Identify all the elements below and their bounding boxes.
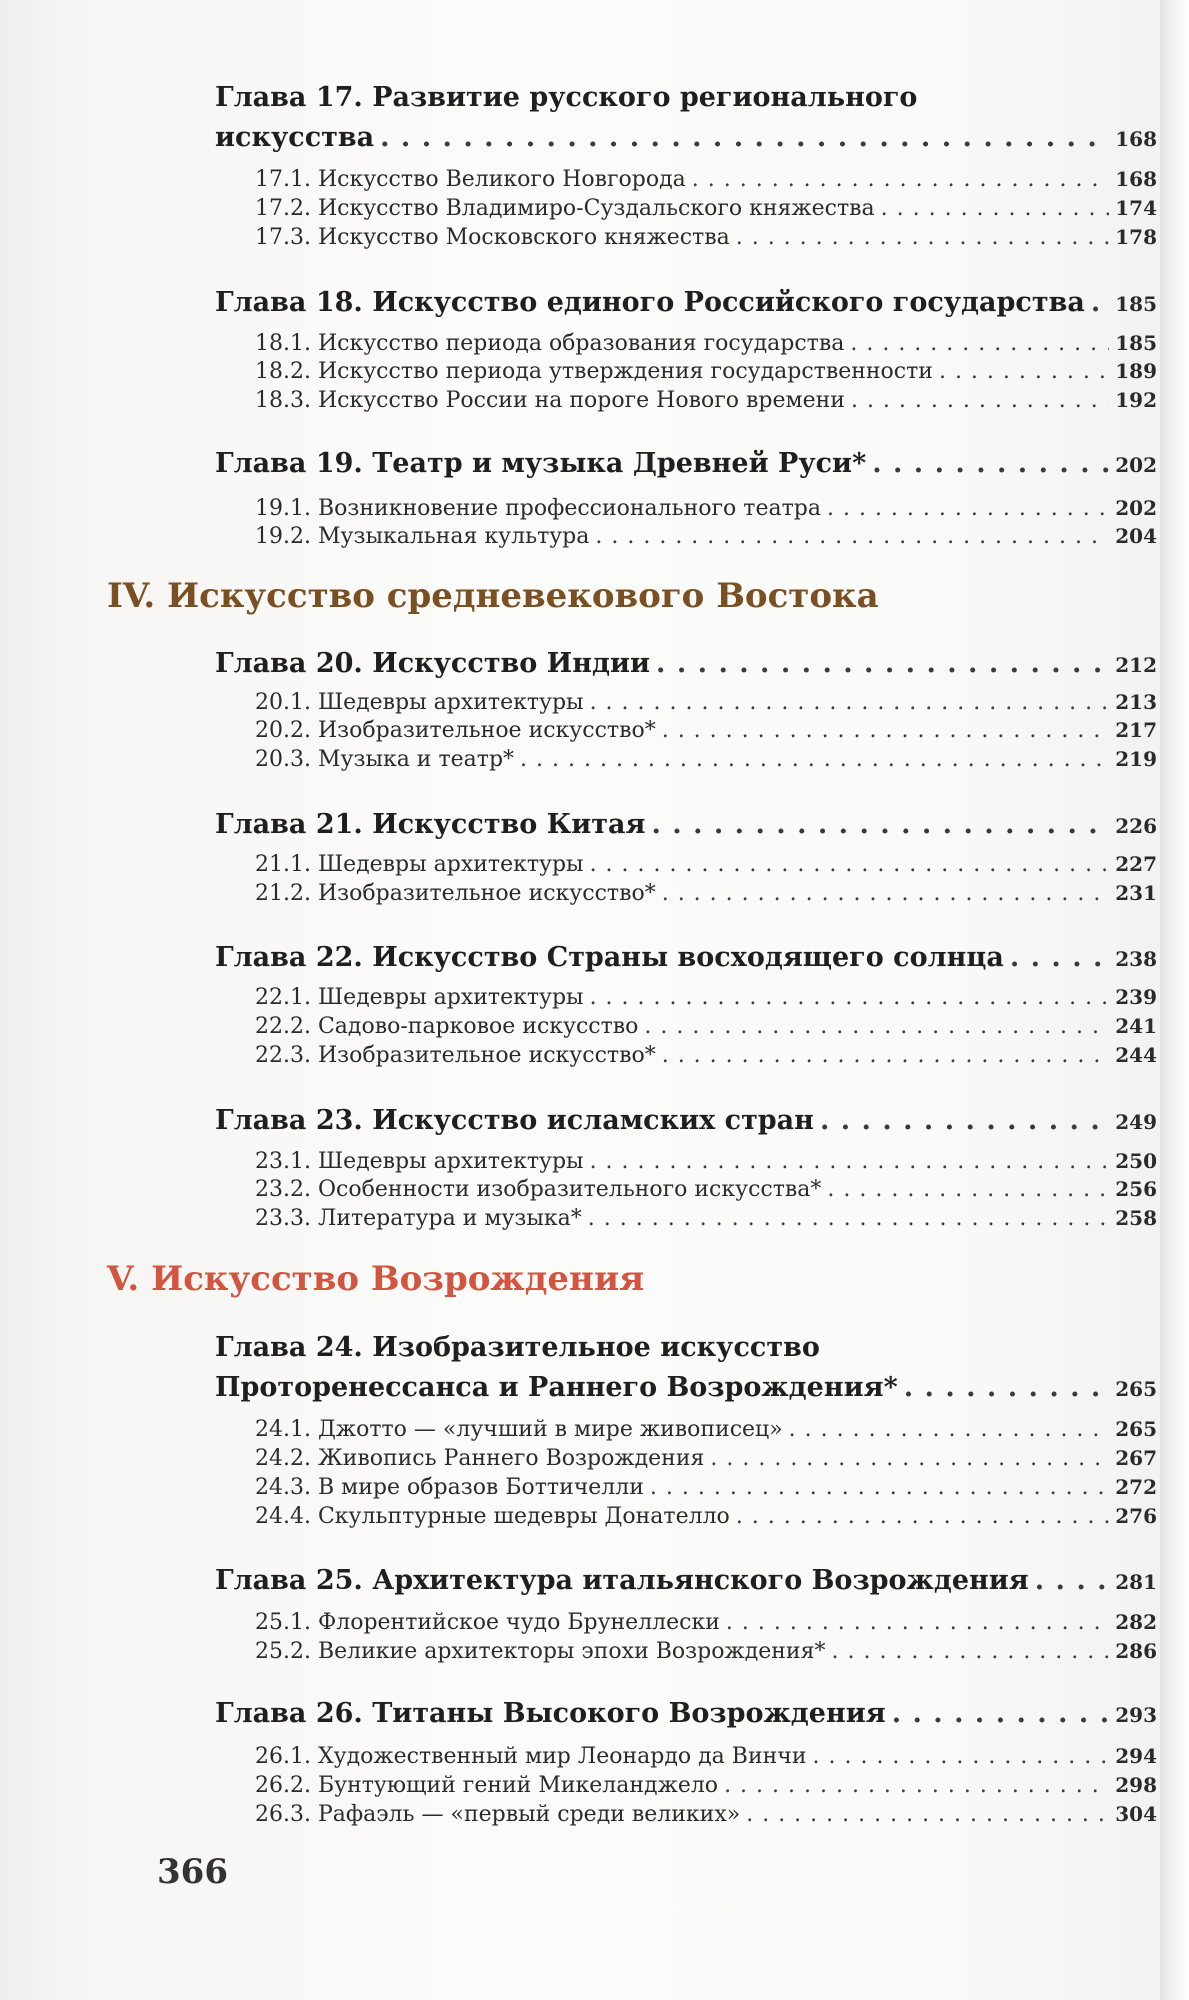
subsection-title: 20.1. Шедевры архитектуры [255,690,584,715]
chapter-24-entry [215,1372,1157,1403]
subsection-page: 185 [1115,331,1157,355]
dot-leader [726,1610,1109,1635]
dot-leader [904,1372,1109,1403]
chapter-22-page: 238 [1115,947,1157,971]
subsection-title: 22.1. Шедевры архитектуры [255,985,584,1010]
subsection-title: 21.2. Изобразительное искусство* [255,881,656,906]
dot-leader [939,359,1109,384]
subsection-20-3 [255,747,1157,772]
chapter-19-page: 202 [1115,453,1157,477]
page-edge-shadow [1160,0,1189,2000]
chapter-25-entry [215,1565,1157,1596]
subsection-22-2 [255,1014,1157,1039]
subsection-page: 231 [1115,881,1157,905]
dot-leader [650,1475,1109,1500]
chapter-23-title: Глава 23. Искусство исламских стран [215,1105,814,1136]
subsection-23-3 [255,1206,1157,1231]
subsection-24-2 [255,1446,1157,1471]
chapter-17-page: 168 [1115,127,1157,151]
subsection-title: 20.2. Изобразительное искусство* [255,718,656,743]
chapter-17-title-line2: искусства [215,122,375,153]
subsection-17-1 [255,167,1157,192]
chapter-20-page: 212 [1115,653,1157,677]
subsection-title: 23.2. Особенности изобразительного искусства* [255,1177,822,1202]
dot-leader [1035,1565,1109,1596]
subsection-page: 272 [1115,1475,1157,1499]
subsection-page: 239 [1115,985,1157,1009]
dot-leader [851,388,1109,413]
chapter-20-title: Глава 20. Искусство Индии [215,648,651,679]
subsection-20-1 [255,690,1157,715]
chapter-21-title: Глава 21. Искусство Китая [215,809,646,840]
dot-leader [746,1802,1109,1827]
subsection-26-3 [255,1802,1157,1827]
dot-leader [1091,287,1109,318]
subsection-24-1 [255,1417,1157,1442]
dot-leader [789,1417,1109,1442]
chapter-23-page: 249 [1115,1110,1157,1134]
subsection-title: 17.2. Искусство Владимиро-Суздальского княжества [255,196,875,221]
dot-leader [710,1446,1109,1471]
subsection-page: 294 [1115,1744,1157,1768]
subsection-page: 241 [1115,1014,1157,1038]
subsection-title: 26.3. Рафаэль — «первый среди великих» [255,1802,741,1827]
subsection-title: 23.1. Шедевры архитектуры [255,1149,584,1174]
dot-leader [692,167,1109,192]
subsection-title: 18.2. Искусство периода утверждения государственности [255,359,933,384]
chapter-22-entry [215,942,1157,973]
subsection-page: 258 [1115,1206,1157,1230]
chapter-24-title-line2: Проторенессанса и Раннего Возрождения* [215,1372,898,1403]
subsection-title: 20.3. Музыка и театр* [255,747,515,772]
dot-leader [872,448,1109,479]
dot-leader [881,196,1109,221]
dot-leader [644,1014,1109,1039]
subsection-17-3 [255,225,1157,250]
subsection-25-1 [255,1610,1157,1635]
chapter-18-title: Глава 18. Искусство единого Российского государства [215,287,1085,318]
subsection-title: 25.2. Великие архитекторы эпохи Возрождения* [255,1639,826,1664]
subsection-22-1 [255,985,1157,1010]
dot-leader [813,1744,1110,1769]
chapter-23-entry [215,1105,1157,1136]
subsection-title: 21.1. Шедевры архитектуры [255,852,584,877]
chapter-26-title: Глава 26. Титаны Высокого Возрождения [215,1698,886,1729]
subsection-18-1 [255,331,1157,356]
subsection-page: 204 [1115,524,1157,548]
chapter-17-entry [215,122,1157,153]
dot-leader [656,648,1109,679]
subsection-page: 202 [1115,496,1157,520]
subsection-page: 178 [1115,225,1157,249]
subsection-title: 23.3. Литература и музыка* [255,1206,582,1231]
subsection-title: 24.2. Живопись Раннего Возрождения [255,1446,705,1471]
subsection-22-3 [255,1043,1157,1068]
subsection-page: 189 [1115,359,1157,383]
subsection-18-2 [255,359,1157,384]
chapter-21-entry [215,809,1157,840]
chapter-20-entry [215,648,1157,679]
subsection-21-1 [255,852,1157,877]
chapter-26-entry [215,1698,1157,1729]
dot-leader [850,331,1109,356]
dot-leader [662,881,1109,906]
chapter-25-title: Глава 25. Архитектура итальянского Возрождения [215,1565,1029,1596]
subsection-page: 192 [1115,388,1157,412]
chapter-19-entry [215,448,1157,479]
dot-leader [520,747,1109,772]
subsection-title: 26.1. Художественный мир Леонардо да Винчи [255,1744,807,1769]
subsection-title: 17.3. Искусство Московского княжества [255,225,730,250]
subsection-page: 168 [1115,167,1157,191]
dot-leader [590,1149,1109,1174]
subsection-26-1 [255,1744,1157,1769]
subsection-title: 18.3. Искусство России на пороге Нового времени [255,388,845,413]
subsection-page: 213 [1115,690,1157,714]
subsection-page: 276 [1115,1504,1157,1528]
dot-leader [736,225,1109,250]
subsection-20-2 [255,718,1157,743]
chapter-22-title: Глава 22. Искусство Страны восходящего солнца [215,942,1004,973]
chapter-24-title-line1: Глава 24. Изобразительное искусство [215,1332,820,1363]
chapter-19-title: Глава 19. Театр и музыка Древней Руси* [215,448,867,479]
dot-leader [590,852,1109,877]
chapter-21-page: 226 [1115,814,1157,838]
page-number: 366 [157,1852,228,1892]
dot-leader [662,1043,1109,1068]
dot-leader [892,1698,1109,1729]
subsection-page: 219 [1115,747,1157,771]
dot-leader [380,122,1109,153]
chapter-25-page: 281 [1115,1570,1157,1594]
dot-leader [662,718,1109,743]
dot-leader [1010,942,1109,973]
section-iv-heading: IV. Искусство средневекового Востока [107,576,879,616]
subsection-page: 250 [1115,1149,1157,1173]
subsection-page: 267 [1115,1446,1157,1470]
subsection-page: 256 [1115,1177,1157,1201]
dot-leader [595,524,1109,549]
subsection-page: 286 [1115,1639,1157,1663]
subsection-page: 217 [1115,718,1157,742]
subsection-page: 304 [1115,1802,1157,1826]
chapter-26-page: 293 [1115,1703,1157,1727]
dot-leader [831,1639,1109,1664]
dot-leader [724,1773,1109,1798]
subsection-page: 298 [1115,1773,1157,1797]
subsection-title: 19.2. Музыкальная культура [255,524,590,549]
subsection-title: 25.1. Флорентийское чудо Брунеллески [255,1610,720,1635]
subsection-title: 18.1. Искусство периода образования государства [255,331,845,356]
subsection-title: 26.2. Бунтующий гений Микеланджело [255,1773,719,1798]
subsection-23-2 [255,1177,1157,1202]
subsection-page: 174 [1115,196,1157,220]
subsection-title: 24.3. В мире образов Боттичелли [255,1475,644,1500]
subsection-24-3 [255,1475,1157,1500]
subsection-23-1 [255,1149,1157,1174]
chapter-18-page: 185 [1115,292,1157,316]
subsection-19-2 [255,524,1157,549]
section-v-heading: V. Искусство Возрождения [107,1259,645,1299]
chapter-24-page: 265 [1115,1377,1157,1401]
subsection-title: 22.3. Изобразительное искусство* [255,1043,656,1068]
dot-leader [827,496,1109,521]
dot-leader [651,809,1109,840]
subsection-page: 244 [1115,1043,1157,1067]
subsection-title: 17.1. Искусство Великого Новгорода [255,167,686,192]
subsection-title: 24.1. Джотто — «лучший в мире живописец» [255,1417,783,1442]
subsection-19-1 [255,496,1157,521]
subsection-17-2 [255,196,1157,221]
chapter-17-title-line1: Глава 17. Развитие русского регионального [215,82,918,113]
subsection-title: 22.2. Садово-парковое искусство [255,1014,639,1039]
dot-leader [590,985,1109,1010]
subsection-page: 227 [1115,852,1157,876]
dot-leader [827,1177,1109,1202]
subsection-title: 24.4. Скульптурные шедевры Донателло [255,1504,730,1529]
dot-leader [590,690,1109,715]
dot-leader [736,1504,1109,1529]
dot-leader [820,1105,1109,1136]
subsection-title: 19.1. Возникновение профессионального театра [255,496,821,521]
subsection-page: 282 [1115,1610,1157,1634]
subsection-21-2 [255,881,1157,906]
subsection-26-2 [255,1773,1157,1798]
dot-leader [588,1206,1109,1231]
subsection-page: 265 [1115,1417,1157,1441]
subsection-24-4 [255,1504,1157,1529]
chapter-18-entry [215,287,1157,318]
subsection-25-2 [255,1639,1157,1664]
subsection-18-3 [255,388,1157,413]
